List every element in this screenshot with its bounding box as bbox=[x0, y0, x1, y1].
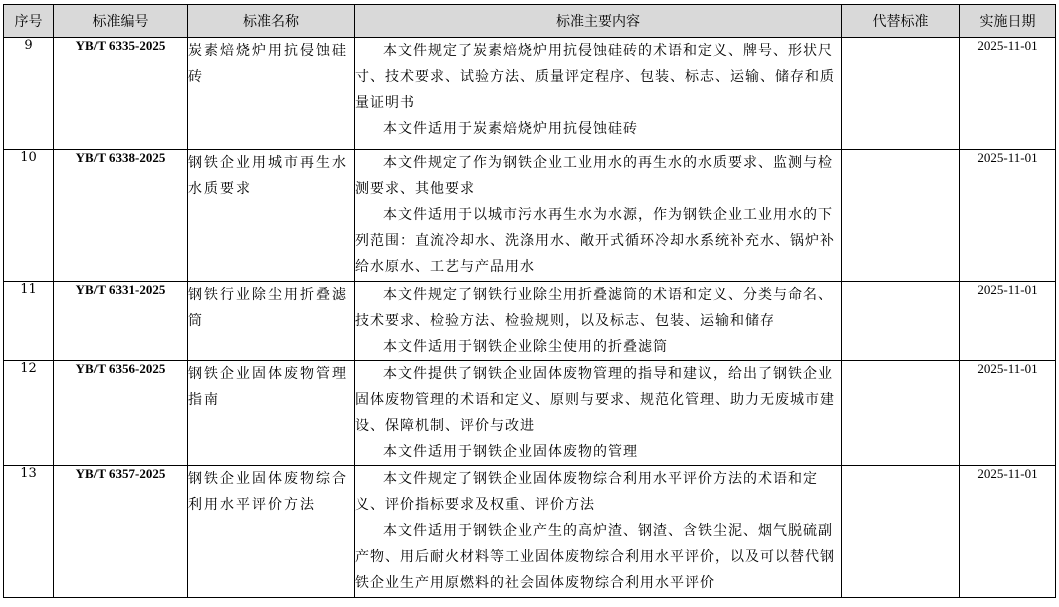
content-paragraph: 本文件适用于钢铁企业固体废物的管理 bbox=[383, 444, 638, 460]
header-date: 实施日期 bbox=[960, 5, 1056, 38]
row-replace bbox=[842, 150, 960, 282]
content-paragraph: 本文件规定了作为钢铁企业工业用水的再生水的水质要求、监测与检测要求、其他要求 bbox=[355, 155, 833, 197]
row-content bbox=[355, 361, 842, 466]
row-replace bbox=[842, 38, 960, 150]
table-row bbox=[4, 150, 1056, 282]
row-name: 钢铁企业用城市再生水水质要求 bbox=[188, 150, 355, 282]
table-row bbox=[4, 38, 1056, 150]
table-row bbox=[4, 466, 1056, 598]
row-code: YB/T 6331-2025 bbox=[54, 282, 188, 361]
header-seq: 序号 bbox=[4, 5, 54, 38]
row-name: 钢铁企业固体废物管理指南 bbox=[188, 361, 355, 466]
header-row bbox=[4, 5, 1056, 38]
row-date: 2025-11-01 bbox=[960, 150, 1056, 282]
content-paragraph: 本文件规定了钢铁企业固体废物综合利用水平评价方法的术语和定义、评价指标要求及权重、评价方法 bbox=[355, 471, 818, 513]
row-name: 钢铁企业固体废物综合利用水平评价方法 bbox=[188, 466, 355, 598]
content-paragraph: 本文件规定了钢铁行业除尘用折叠滤筒的术语和定义、分类与命名、技术要求、检验方法、检验规则，以及标志、包装、运输和储存 bbox=[355, 287, 833, 329]
row-date: 2025-11-01 bbox=[960, 466, 1056, 598]
header-code: 标准编号 bbox=[54, 5, 188, 38]
row-date: 2025-11-01 bbox=[960, 38, 1056, 150]
row-date: 2025-11-01 bbox=[960, 282, 1056, 361]
row-code: YB/T 6338-2025 bbox=[54, 150, 188, 282]
content-paragraph: 本文件适用于以城市污水再生水为水源，作为钢铁企业工业用水的下列范围：直流冷却水、洗涤用水、敞开式循环冷却水系统补充水、锅炉补给水原水、工艺与产品用水 bbox=[355, 207, 835, 275]
row-content bbox=[355, 150, 842, 282]
row-name: 炭素焙烧炉用抗侵蚀硅砖 bbox=[188, 38, 355, 150]
row-replace bbox=[842, 466, 960, 598]
content-paragraph: 本文件适用于钢铁企业产生的高炉渣、钢渣、含铁尘泥、烟气脱硫副产物、用后耐火材料等工业固体废物综合利用水平评价，以及可以替代钢铁企业生产用原燃料的社会固体废物综合利用水平评价 bbox=[355, 523, 835, 591]
table-row bbox=[4, 282, 1056, 361]
row-date: 2025-11-01 bbox=[960, 361, 1056, 466]
row-seq: 10 bbox=[4, 150, 54, 282]
content-paragraph: 本文件适用于炭素焙烧炉用抗侵蚀硅砖 bbox=[383, 121, 638, 137]
row-seq: 11 bbox=[4, 282, 54, 361]
header-name: 标准名称 bbox=[188, 5, 355, 38]
content-paragraph: 本文件提供了钢铁企业固体废物管理的指导和建议，给出了钢铁企业固体废物管理的术语和定义、原则与要求、规范化管理、助力无废城市建设、保障机制、评价与改进 bbox=[355, 366, 835, 434]
row-seq: 12 bbox=[4, 361, 54, 466]
row-name: 钢铁行业除尘用折叠滤筒 bbox=[188, 282, 355, 361]
row-code: YB/T 6335-2025 bbox=[54, 38, 188, 150]
row-replace bbox=[842, 361, 960, 466]
row-content bbox=[355, 38, 842, 150]
row-seq: 9 bbox=[4, 38, 54, 150]
header-replace: 代替标准 bbox=[842, 5, 960, 38]
content-paragraph: 本文件规定了炭素焙烧炉用抗侵蚀硅砖的术语和定义、牌号、形状尺寸、技术要求、试验方法、质量评定程序、包装、标志、运输、储存和质量证明书 bbox=[355, 43, 835, 111]
row-replace bbox=[842, 282, 960, 361]
table-row bbox=[4, 361, 1056, 466]
content-paragraph: 本文件适用于钢铁企业除尘使用的折叠滤筒 bbox=[383, 339, 668, 355]
row-code: YB/T 6357-2025 bbox=[54, 466, 188, 598]
header-content: 标准主要内容 bbox=[355, 5, 842, 38]
standards-table bbox=[3, 4, 1056, 598]
row-content bbox=[355, 282, 842, 361]
row-seq: 13 bbox=[4, 466, 54, 598]
row-code: YB/T 6356-2025 bbox=[54, 361, 188, 466]
row-content bbox=[355, 466, 842, 598]
